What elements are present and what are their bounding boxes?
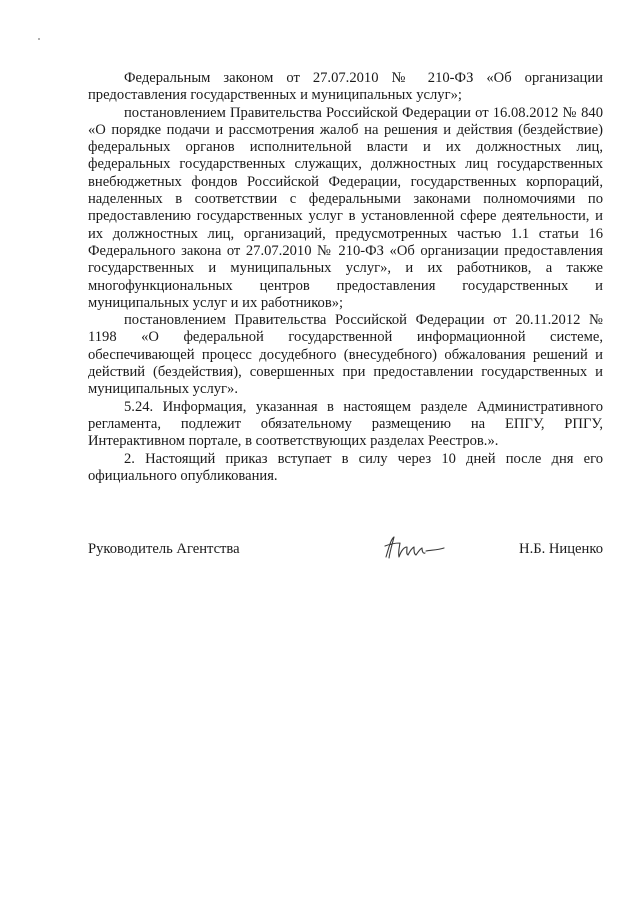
document-body bbox=[88, 70, 603, 485]
paragraph-section-5-24: 5.24. Информация, указанная в настоящем разделе Административного регламента, подлежит обязательному размещению на ЕПГУ, РПГУ, Интерактивном портале, в соответствующих разделах Реестров.». bbox=[88, 398, 603, 450]
handwritten-signature bbox=[380, 531, 450, 563]
signature-block bbox=[88, 541, 603, 565]
paragraph-decree-1198: постановлением Правительства Российской Федерации от 20.11.2012 № 1198 «О федеральной государственной информационной системе, обеспечивающей процесс досудебного (внесудебного) обжалования решений и действий (бездействия), совершенных при предоставлении государственных и муниципальных услуг». bbox=[88, 312, 603, 398]
signatory-name: Н.Б. Ниценко bbox=[519, 541, 603, 557]
scan-speck bbox=[38, 38, 40, 40]
paragraph-federal-law: Федеральным законом от 27.07.2010 № 210-ФЗ «Об организации предоставления государственных и муниципальных услуг»; bbox=[88, 70, 603, 104]
signatory-title: Руководитель Агентства bbox=[88, 541, 240, 557]
paragraph-effective-date: 2. Настоящий приказ вступает в силу через 10 дней после дня его официального опубликования. bbox=[88, 450, 603, 484]
paragraph-decree-840: постановлением Правительства Российской Федерации от 16.08.2012 № 840 «О порядке подачи и рассмотрения жалоб на решения и действия (бездействие) федеральных органов исполнительной власти и их должностных лиц, федеральных государственных служащих, должностных лиц государственных внебюджетных фондов Российской Федерации, государственных корпораций, наделенных в соответствии с федеральными законами полномочиями по предоставлению государственных услуг в установленной сфере деятельности, и их должностных лиц, организаций, предусмотренных частью 1.1 статьи 16 Федерального закона от 27.07.2010 № 210-ФЗ «Об организации предоставления государственных и муниципальных услуг», и их работников, а также многофункциональных центров предоставления государственных и муниципальных услуг и их работников»; bbox=[88, 104, 603, 311]
